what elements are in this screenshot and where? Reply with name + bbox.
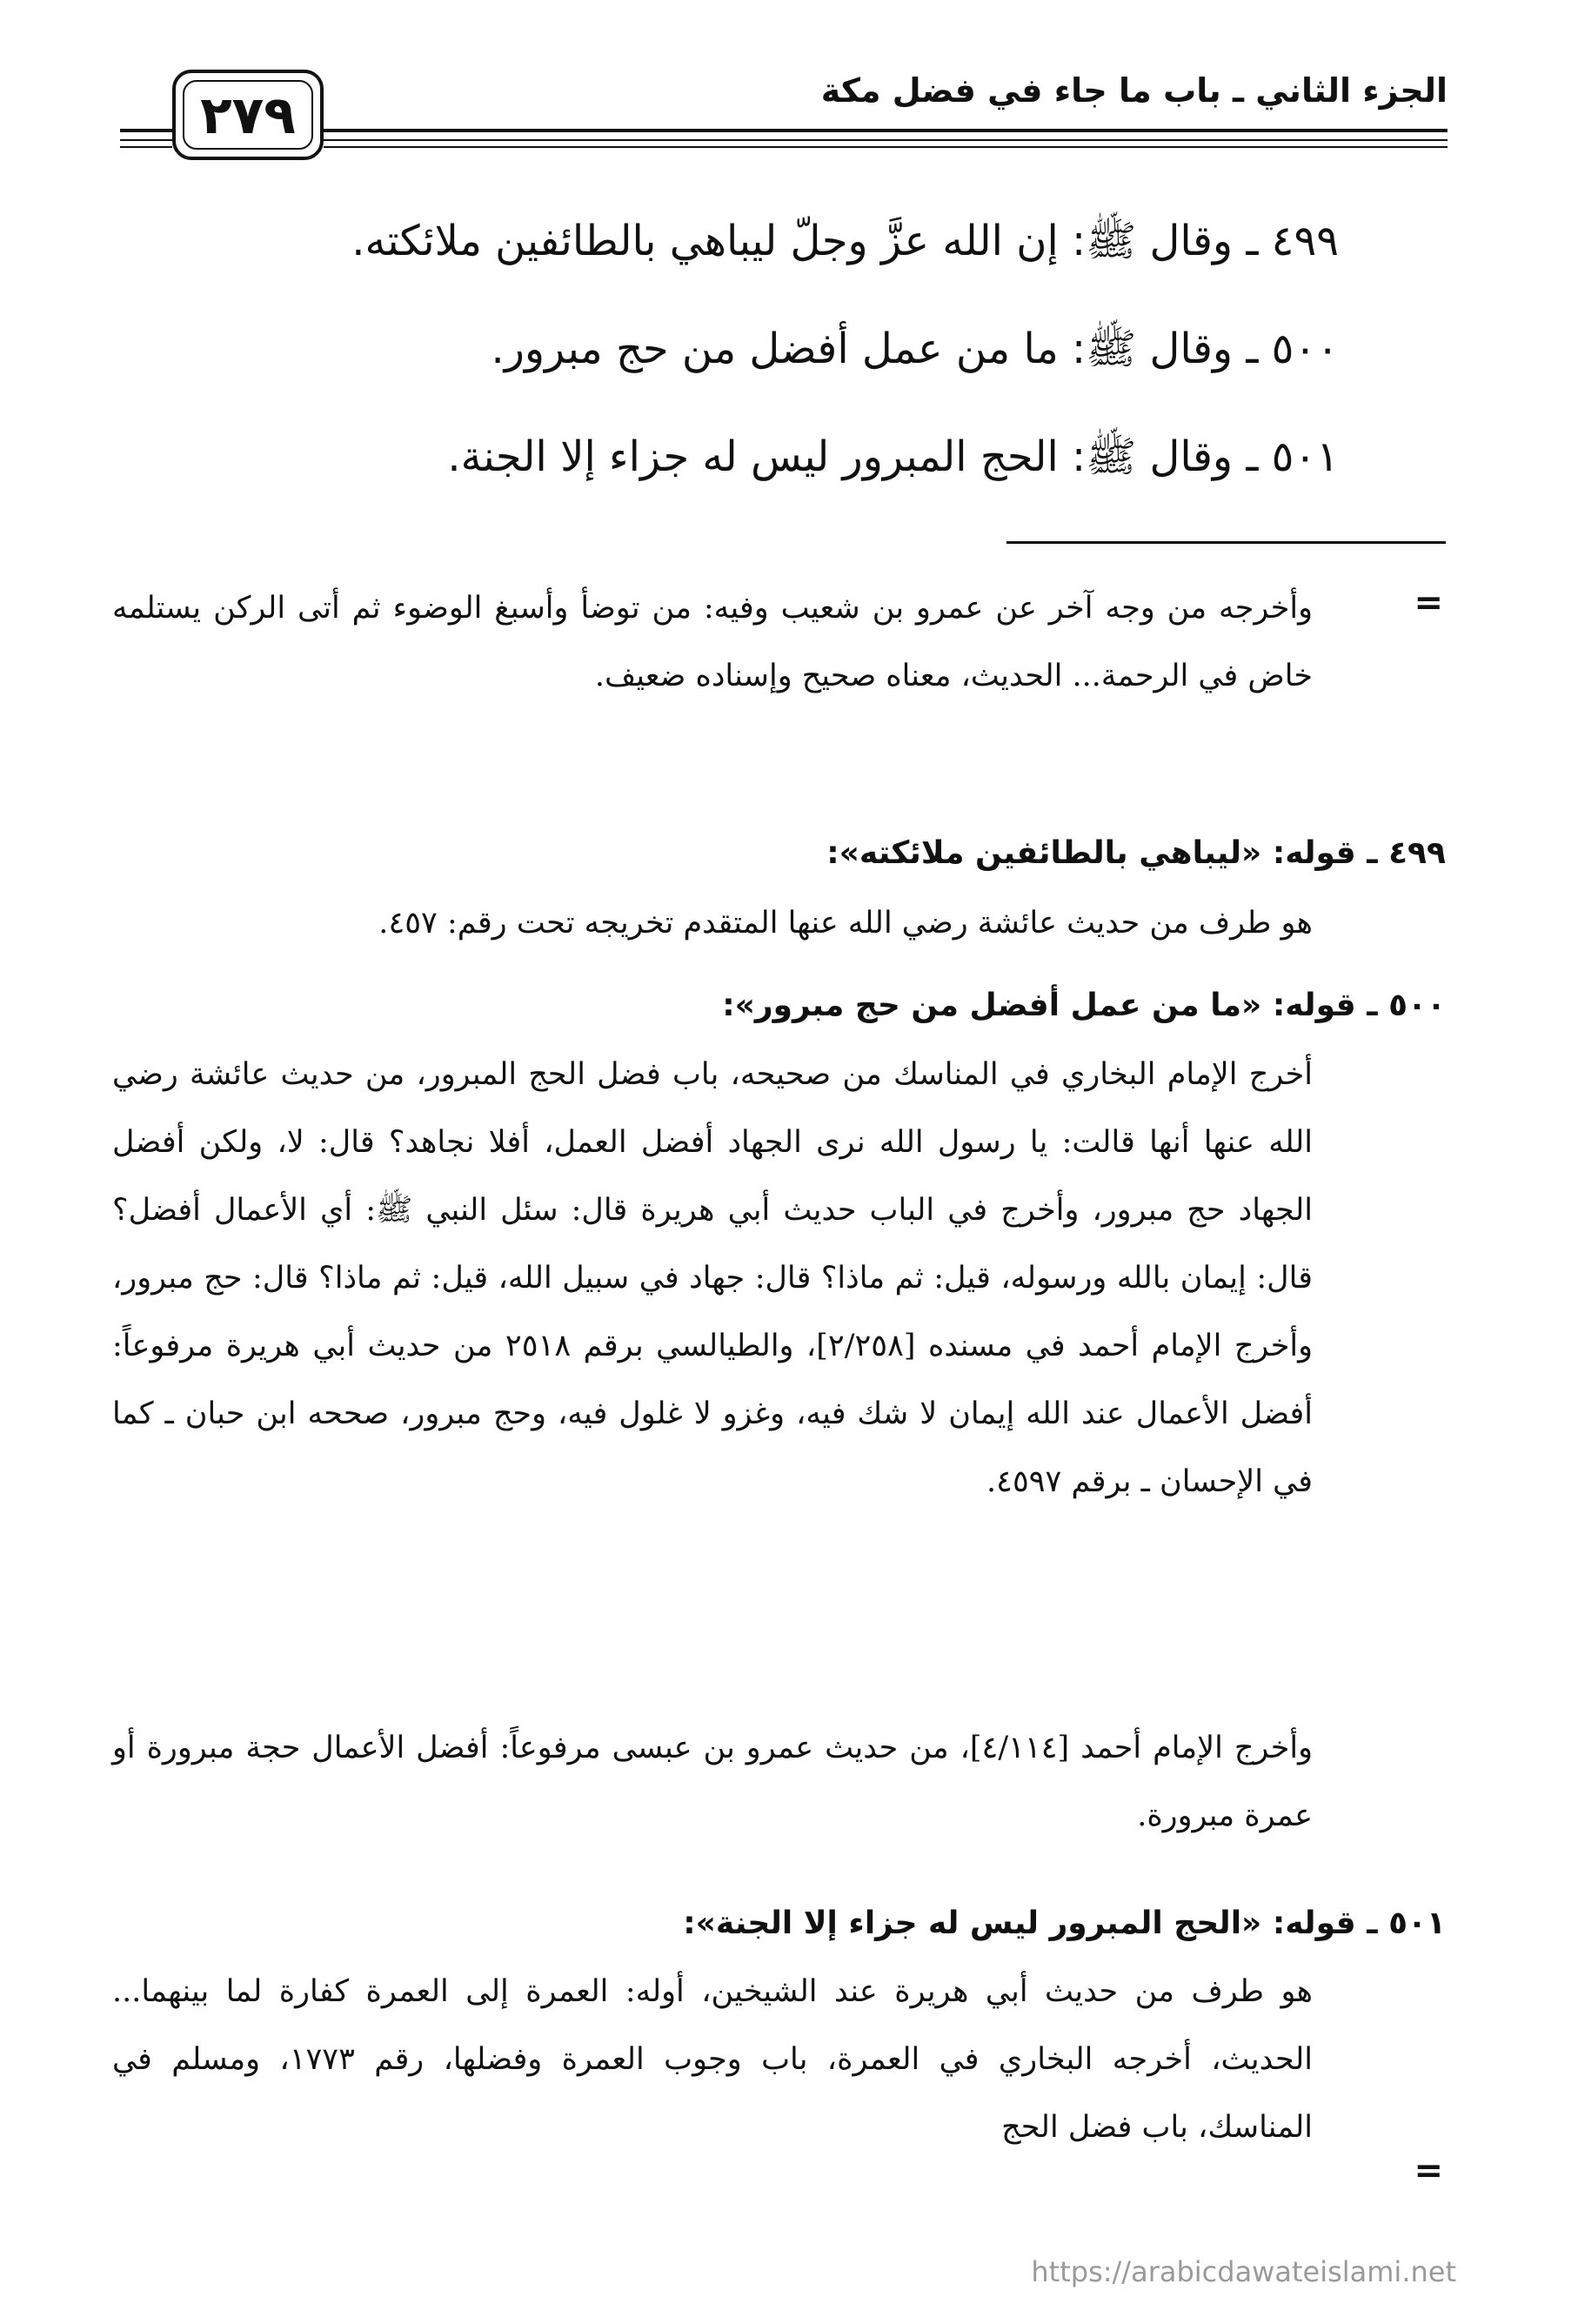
- running-header-title: الجزء الثاني ـ باب ما جاء في فضل مكة: [820, 71, 1448, 110]
- note-499-heading: ٤٩٩ ـ قوله: «ليباهي بالطائفين ملائكته»:: [826, 835, 1446, 871]
- note-500-heading: ٥٠٠ ـ قوله: «ما من عمل أفضل من حج مبرور»:: [722, 988, 1446, 1023]
- footnote-separator: [1006, 541, 1446, 544]
- note-500-text-extra: وأخرج الإمام أحمد [٤/١١٤]، من حديث عمرو بن عبسى مرفوعاً: أفضل الأعمال حجة مبرورة أو عمرة مبرورة.: [112, 1731, 1313, 1833]
- note-499-text: هو طرف من حديث عائشة رضي الله عنها المتقدم تخريجه تحت رقم: ٤٥٧.: [378, 906, 1313, 941]
- continues-mark: =: [1414, 2151, 1443, 2191]
- note-501-text: هو طرف من حديث أبي هريرة عند الشيخين، أوله: العمرة إلى العمرة كفارة لما بينهما... الحديث، أخرجه البخاري في العمرة، باب وجوب العمرة وفضلها، رقم ١٧٧٣، ومسلم في المناسك، باب فضل الحج: [112, 1974, 1313, 2145]
- header-rule: [324, 146, 1448, 148]
- header-rule: [120, 146, 172, 148]
- header-rule: [120, 129, 172, 132]
- continuation-mark: =: [1414, 583, 1443, 623]
- hadith-499: ٤٩٩ ـ وقال ﷺ: إن الله عزَّ وجلّ ليباهي بالطائفين ملائكته.: [351, 217, 1339, 265]
- watermark-url: https://arabicdawateislami.net: [1031, 2255, 1456, 2288]
- header-rule: [324, 139, 1448, 141]
- note-500-text: أخرج الإمام البخاري في المناسك من صحيحه، باب فضل الحج المبرور، من حديث عائشة رضي الله عنها أنها قالت: يا رسول الله نرى الجهاد أفضل العمل، أفلا نجاهد؟ قال: لا، ولكن أفضل الجهاد حج مبرور، وأخرج في الباب حديث أبي هريرة قال: سئل النبي ﷺ: أي الأعمال أفضل؟ قال: إيمان بالله ورسوله، قيل: ثم ماذا؟ قال: جهاد في سبيل الله، قيل: ثم ماذا؟ قال: حج مبرور، وأخرج الإمام أحمد في مسنده [٢/٢٥٨]، والطيالسي برقم ٢٥١٨ من حديث أبي هريرة مرفوعاً: أفضل الأعمال عند الله إيمان لا شك فيه، وغزو لا غلول فيه، وحج مبرور، صححه ابن حبان ـ كما في الإحسان ـ برقم ٤٥٩٧.: [112, 1057, 1313, 1499]
- hadith-500: ٥٠٠ ـ وقال ﷺ: ما من عمل أفضل من حج مبرور.: [491, 325, 1339, 373]
- header-rule: [324, 129, 1448, 132]
- header-rule: [120, 139, 172, 141]
- hadith-501: ٥٠١ ـ وقال ﷺ: الحج المبرور ليس له جزاء إلا الجنة.: [447, 432, 1339, 481]
- page-number-frame: [172, 70, 324, 160]
- note-501-heading: ٥٠١ ـ قوله: «الحج المبرور ليس له جزاء إلا الجنة»:: [683, 1905, 1446, 1941]
- continued-note: وأخرجه من وجه آخر عن عمرو بن شعيب وفيه: من توضأ وأسبغ الوضوء ثم أتى الركن يستلمه خاض في الرحمة... الحديث، معناه صحيح وإسناده ضعيف.: [112, 591, 1313, 693]
- page-number: ٢٧٩: [200, 85, 296, 146]
